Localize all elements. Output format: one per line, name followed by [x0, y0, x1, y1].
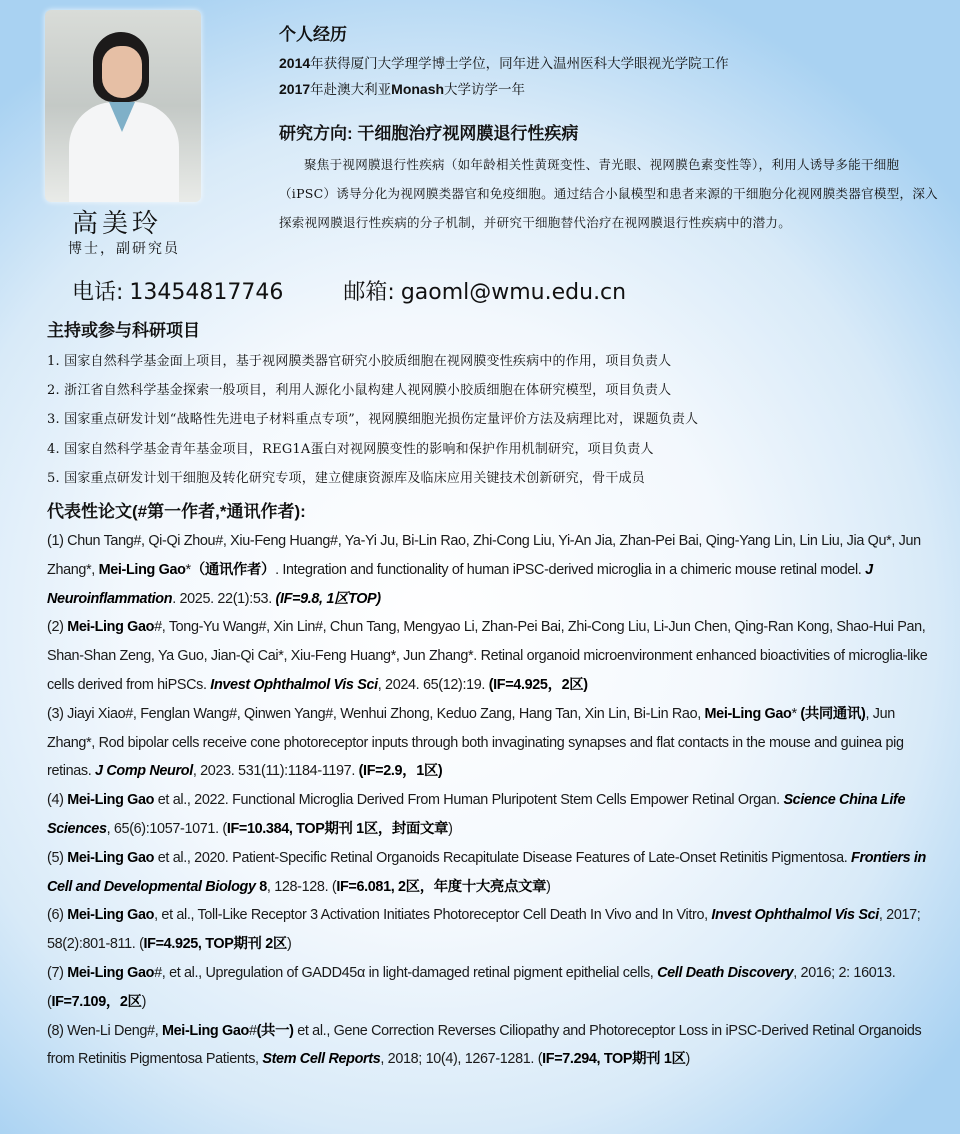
projects-section [47, 316, 947, 493]
email-address[interactable]: gaoml@wmu.edu.cn [400, 280, 627, 305]
paper-text: Mei-Ling Gao [67, 849, 155, 866]
research-heading: 研究方向: 干细胞治疗视网膜退行性疾病 [279, 124, 579, 143]
paper-text: * [185, 561, 191, 578]
paper-item [47, 844, 937, 902]
paper-text: (4) [47, 792, 68, 809]
journal-name: J Neuroinflammation [47, 561, 873, 607]
paper-text: , 2023. 531(11):1184-1197. [192, 763, 359, 780]
paper-item [47, 527, 937, 613]
paper-text: Mei-Ling Gao [67, 619, 155, 636]
journal-name: Stem Cell Reports [262, 1051, 381, 1068]
paper-text: ) [448, 820, 453, 837]
paper-item [47, 700, 937, 786]
paper-text: (共同通讯) [800, 705, 866, 722]
paper-text: Mei-Ling Gao [67, 792, 155, 809]
paper-text: (IF=2.9，1区) [358, 763, 443, 780]
journal-name: (IF=9.8, 1区TOP) [275, 590, 381, 607]
project-item: 2. 浙江省自然科学基金探索一般项目，利用人源化小鼠构建人视网膜小胶质细胞在体研究模型，项目负责人 [47, 383, 672, 399]
paper-text: (IF=4.925，2区) [488, 676, 588, 693]
journal-name: Invest Ophthalmol Vis Sci [210, 676, 378, 693]
paper-item [47, 786, 937, 844]
person-name: 高美玲 [72, 209, 163, 239]
paper-text: (8) Wen-Li Deng#, [47, 1022, 163, 1039]
paper-text: Mei-Ling Gao [162, 1022, 249, 1039]
paper-text: , et al., Toll-Like Receptor 3 Activation Initiates Photoreceptor Cell Death In Vivo and In Vitro, [154, 907, 712, 924]
paper-text: ) [546, 878, 551, 895]
research-description: 聚焦于视网膜退行性疾病（如年龄相关性黄斑变性、青光眼、视网膜色素变性等），利用人诱导多能干细胞（iPSC）诱导分化为视网膜类器官和免疫细胞。通过结合小鼠模型和患者来源的干细胞分化视网膜类器官模型，深入探索视网膜退行性疾病的分子机制，并研究干细胞替代治疗在视网膜退行性疾病中的潜力。 [279, 157, 938, 230]
phone-label: 电话: [72, 280, 124, 305]
paper-text: * [791, 705, 801, 722]
contact-line [72, 275, 632, 306]
project-item: 3. 国家重点研发计划“战略性先进电子材料重点专项”，视网膜细胞光损伤定量评价方法及病理比对，课题负责人 [47, 412, 699, 428]
paper-text: (2) [47, 619, 68, 636]
paper-text: ) [141, 993, 147, 1010]
paper-text: Mei-Ling Gao [704, 705, 792, 722]
project-item: 5. 国家重点研发计划干细胞及转化研究专项，建立健康资源库及临床应用关键技术创新研究，骨干成员 [47, 470, 645, 486]
email-label: 邮箱: [343, 280, 395, 305]
journal-name: J Comp Neurol [95, 763, 193, 780]
experience-item: 2017年赴澳大利亚Monash大学访学一年 [279, 81, 526, 98]
papers-list [47, 527, 937, 1074]
paper-text: # [248, 1022, 257, 1039]
journal-name: Science China Life Sciences [47, 792, 906, 837]
project-item: 1. 国家自然科学基金面上项目，基于视网膜类器官研究小胶质细胞在视网膜变性疾病中的作用，项目负责人 [47, 354, 672, 369]
paper-text: (6) [47, 907, 68, 924]
bio-section [279, 20, 949, 237]
paper-text: (3) Jiayi Xiao#, Fenglan Wang#, Qinwen Yang#, Wenhui Zhong, Keduo Zang, Hang Tan, Xin Lin, Bi-Lin Rao, [47, 705, 705, 722]
paper-text: ) [685, 1051, 690, 1068]
journal-name: Invest Ophthalmol Vis Sci [711, 907, 879, 924]
paper-text: 8 [259, 878, 267, 895]
profile-photo [45, 10, 201, 202]
paper-text: (7) [47, 964, 68, 981]
paper-text: (1) Chun Tang#, Qi-Qi Zhou#, Xiu-Feng Huang#, Ya-Yi Ju, Bi-Lin Rao, Zhi-Cong Liu, Yi-An Jia, Zhan-Pei Bai, Qing-Yang Lin, Lin Liu, Jia Qu*, Jun Zhang*, [47, 533, 921, 578]
paper-text: Mei-Ling Gao [98, 561, 186, 578]
paper-text: IF=6.081, 2区，年度十大亮点文章 [336, 878, 547, 895]
projects-heading: 主持或参与科研项目 [47, 321, 200, 340]
paper-text: （通讯作者） [190, 561, 276, 578]
journal-name: Frontiers in Cell and Developmental Biology [47, 849, 927, 895]
paper-text: IF=7.109，2区 [51, 993, 142, 1010]
paper-text: . 2025. 22(1):53. [172, 590, 276, 607]
paper-text: (5) [47, 849, 68, 866]
paper-text: , 2024. 65(12):19. [377, 676, 489, 693]
paper-text: , 2017; 58(2):801-811. ( [47, 907, 921, 953]
journal-name: Cell Death Discovery [657, 964, 794, 981]
paper-text: , 2016; 2: 16013. ( [47, 964, 896, 1010]
person-title: 博士，副研究员 [68, 241, 180, 257]
paper-text: IF=4.925, TOP期刊 2区 [143, 936, 287, 953]
paper-text: , Jun Zhang*, Rod bipolar cells receive cone photoreceptor inputs through both invaginating synapses and flat contacts in the mouse and guinea pig retinas. [47, 705, 904, 780]
paper-text: , 65(6):1057-1071. ( [106, 820, 227, 837]
paper-text: , 128-128. ( [266, 878, 337, 895]
paper-text: (共一) [256, 1022, 294, 1039]
paper-text: #, Tong-Yu Wang#, Xin Lin#, Chun Tang, Mengyao Li, Zhan-Pei Bai, Zhi-Cong Liu, Li-Jun Chen, Qing-Ran Kong, Shao-Hui Pan, Shan-Shan Zeng, Ya Guo, Jian-Qi Cai*, Xiu-Feng Huang*, Jun Zhang*. Retinal organoid microenvironment enhanced bioactivities of microglia-like cells derived from hiPSCs. [47, 619, 928, 693]
paper-text: et al., 2022. Functional Microglia Derived From Human Pluripotent Stem Cells Empower Retinal Organ. [154, 792, 784, 809]
project-item: 4. 国家自然科学基金青年基金项目，REG1A蛋白对视网膜变性的影响和保护作用机制研究，项目负责人 [47, 441, 654, 457]
paper-item [47, 959, 937, 1017]
paper-text: , 2018; 10(4), 1267-1281. ( [380, 1051, 543, 1068]
papers-heading: 代表性论文(#第一作者,*通讯作者): [47, 502, 306, 521]
paper-text: ) [286, 936, 292, 953]
paper-text: IF=7.294, TOP期刊 1区 [542, 1051, 686, 1068]
experience-item: 2014年获得厦门大学理学博士学位，同年进入温州医科大学眼视光学院工作 [279, 55, 729, 72]
paper-text: et al., 2020. Patient-Specific Retinal Organoids Recapitulate Disease Features of Late-Onset Retinitis Pigmentosa. [154, 849, 852, 866]
paper-text: et al., Gene Correction Reverses Ciliopathy and Photoreceptor Loss in iPSC-Derived Retinal Organoids from Retinitis Pigmentosa Patients, [47, 1022, 922, 1068]
paper-item [47, 1017, 937, 1075]
paper-text: Mei-Ling Gao [67, 964, 155, 981]
paper-text: IF=10.384, TOP期刊 1区，封面文章 [226, 820, 449, 837]
paper-text: . Integration and functionality of human iPSC-derived microglia in a chimeric mouse retinal model. [275, 561, 866, 578]
phone-number: 13454817746 [129, 280, 284, 305]
paper-text: #, et al., Upregulation of GADD45α in light-damaged retinal pigment epithelial cells, [154, 964, 658, 981]
paper-text: Mei-Ling Gao [67, 907, 155, 924]
paper-item [47, 613, 937, 699]
experience-heading: 个人经历 [279, 25, 347, 44]
paper-item [47, 901, 937, 959]
